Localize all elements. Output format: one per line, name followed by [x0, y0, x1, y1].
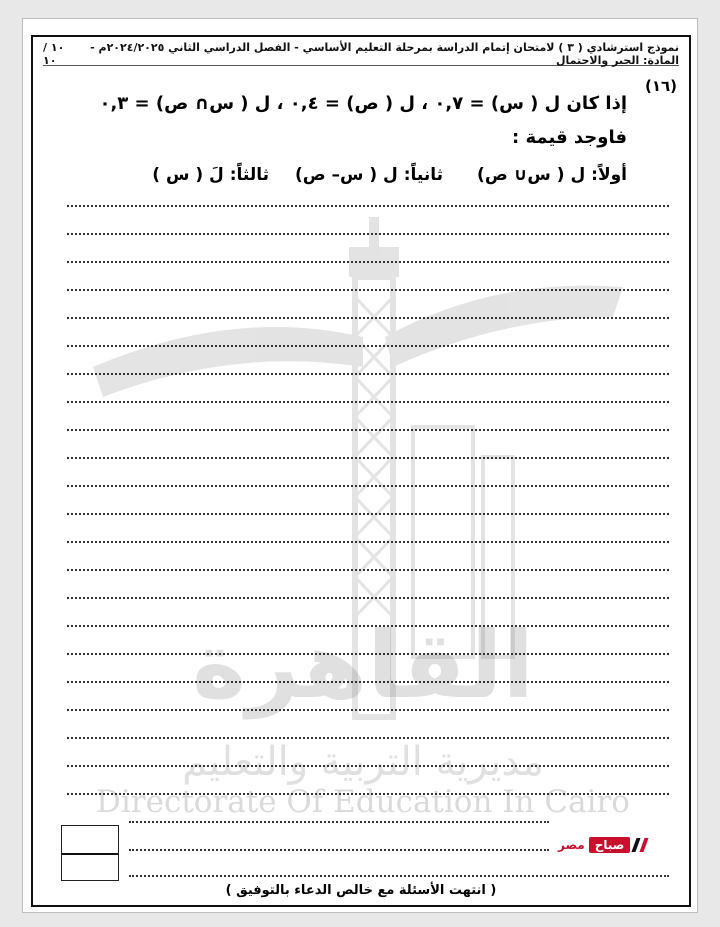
- logo-slash-icon: [640, 838, 649, 852]
- score-box: [61, 825, 119, 881]
- answer-line: [67, 429, 669, 431]
- answer-line: [67, 205, 669, 207]
- exam-page: [22, 18, 698, 913]
- watermark-english: Directorate Of Education In Cairo: [96, 784, 630, 820]
- answer-line: [67, 765, 669, 767]
- page-number: ١٠ / ١٠: [43, 41, 65, 67]
- score-box-divider: [62, 853, 118, 855]
- watermark-arabic-title: القاهرة: [191, 612, 535, 719]
- exam-header: [43, 43, 679, 66]
- answer-line: [67, 709, 669, 711]
- question-number: (١٦): [644, 77, 677, 95]
- sabah-masr-logo: [558, 837, 646, 853]
- answer-line: [67, 653, 669, 655]
- question-part-3: ثالثاً: لَ ( س ): [152, 165, 269, 185]
- answer-line: [67, 317, 669, 319]
- question-given: إذا كان ل ( س) = ٠,٧ ، ل ( ص) = ٠,٤ ، ل ( س∩ ص) = ٠,٣: [99, 93, 627, 114]
- logo-word-sabah: صباح: [589, 837, 631, 853]
- logo-word-masr: مصر: [558, 838, 585, 852]
- answer-line: [67, 345, 669, 347]
- answer-line: [67, 569, 669, 571]
- answer-line: [67, 485, 669, 487]
- answer-line: [67, 289, 669, 291]
- answer-line: [67, 373, 669, 375]
- answer-line: [67, 233, 669, 235]
- answer-line: [67, 625, 669, 627]
- answer-line: [67, 737, 669, 739]
- answer-line: [67, 793, 669, 795]
- answer-line: [129, 849, 549, 851]
- answer-line: [67, 261, 669, 263]
- page-border-frame: [31, 35, 691, 907]
- question-part-2: ثانياً: ل ( س– ص): [294, 165, 443, 185]
- answer-line: [67, 401, 669, 403]
- answer-line: [129, 821, 549, 823]
- watermark-arabic-subtitle: مديرية التربية والتعليم: [182, 739, 544, 785]
- exam-footer: ( انتهت الأسئلة مع خالص الدعاء بالتوفيق ): [225, 883, 497, 898]
- answer-line: [67, 541, 669, 543]
- answer-line: [67, 597, 669, 599]
- answer-line: [67, 513, 669, 515]
- answer-line: [67, 457, 669, 459]
- header-title: نموذج استرشادي ( ٣ ) لامتحان إتمام الدراسة بمرحلة التعليم الأساسي - الفصل الدراسي الثاني ٢٠٢٤/٢٠٢٥م - المادة: الجبر والاحتمال: [90, 41, 679, 67]
- answer-line: [129, 875, 669, 877]
- answer-line: [67, 681, 669, 683]
- question-part-1: أولاً: ل ( س∪ ص): [477, 165, 627, 185]
- question-instruction: فاوجد قيمة :: [512, 127, 627, 148]
